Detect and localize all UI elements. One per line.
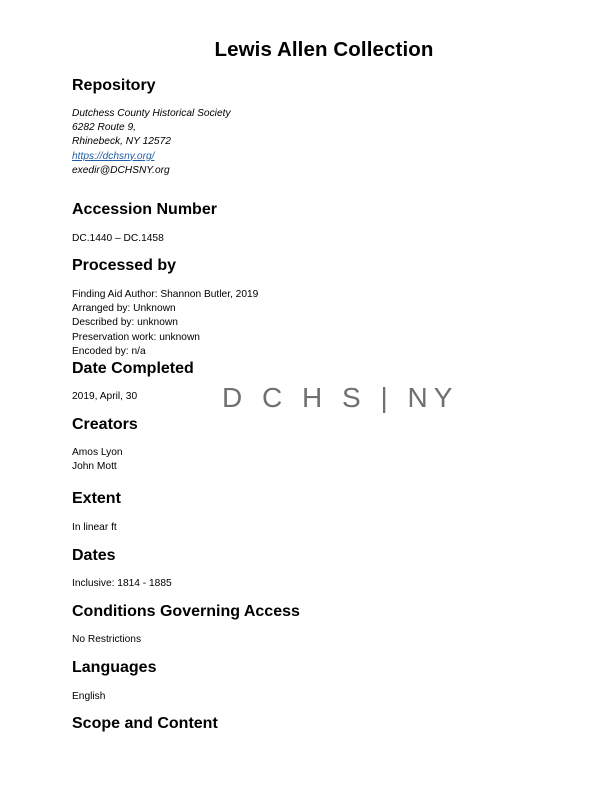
processed-line: Encoded by: n/a (72, 345, 146, 357)
languages-value: English (72, 691, 106, 702)
creators-list (72, 446, 123, 474)
access-heading: Conditions Governing Access (72, 603, 300, 620)
languages-heading: Languages (72, 659, 157, 676)
repository-email: exedir@DCHSNY.org (72, 164, 170, 176)
date-completed-value: 2019, April, 30 (72, 391, 138, 402)
repository-name: Dutchess County Historical Society (72, 108, 231, 119)
extent-heading: Extent (72, 490, 121, 507)
creator-name: Amos Lyon (72, 447, 123, 458)
scope-heading: Scope and Content (72, 715, 218, 732)
creators-heading: Creators (72, 416, 138, 433)
repository-heading: Repository (72, 77, 156, 94)
processed-line: Arranged by: Unknown (72, 303, 176, 315)
repository-address-line2: Rhinebeck, NY 12572 (72, 136, 171, 148)
repository-details (72, 107, 231, 178)
processed-details (72, 288, 258, 359)
document-title: Lewis Allen Collection (214, 38, 434, 61)
dates-heading: Dates (72, 547, 116, 564)
access-value: No Restrictions (72, 634, 142, 645)
processed-line: Described by: unknown (72, 317, 178, 329)
repository-address-line1: 6282 Route 9, (72, 122, 137, 134)
dates-value: Inclusive: 1814 - 1885 (72, 578, 172, 589)
creator-name: John Mott (72, 461, 117, 473)
accession-heading: Accession Number (72, 201, 217, 218)
accession-value: DC.1440 – DC.1458 (72, 233, 164, 244)
processed-line: Finding Aid Author: Shannon Butler, 2019 (72, 289, 259, 300)
dchs-watermark-logo: D C H S | NY (222, 382, 459, 413)
processed-heading: Processed by (72, 257, 177, 274)
repository-website-link[interactable]: https://dchsny.org/ (72, 150, 155, 162)
date-completed-heading: Date Completed (72, 360, 194, 377)
extent-value: In linear ft (72, 522, 117, 533)
processed-line: Preservation work: unknown (72, 331, 200, 343)
